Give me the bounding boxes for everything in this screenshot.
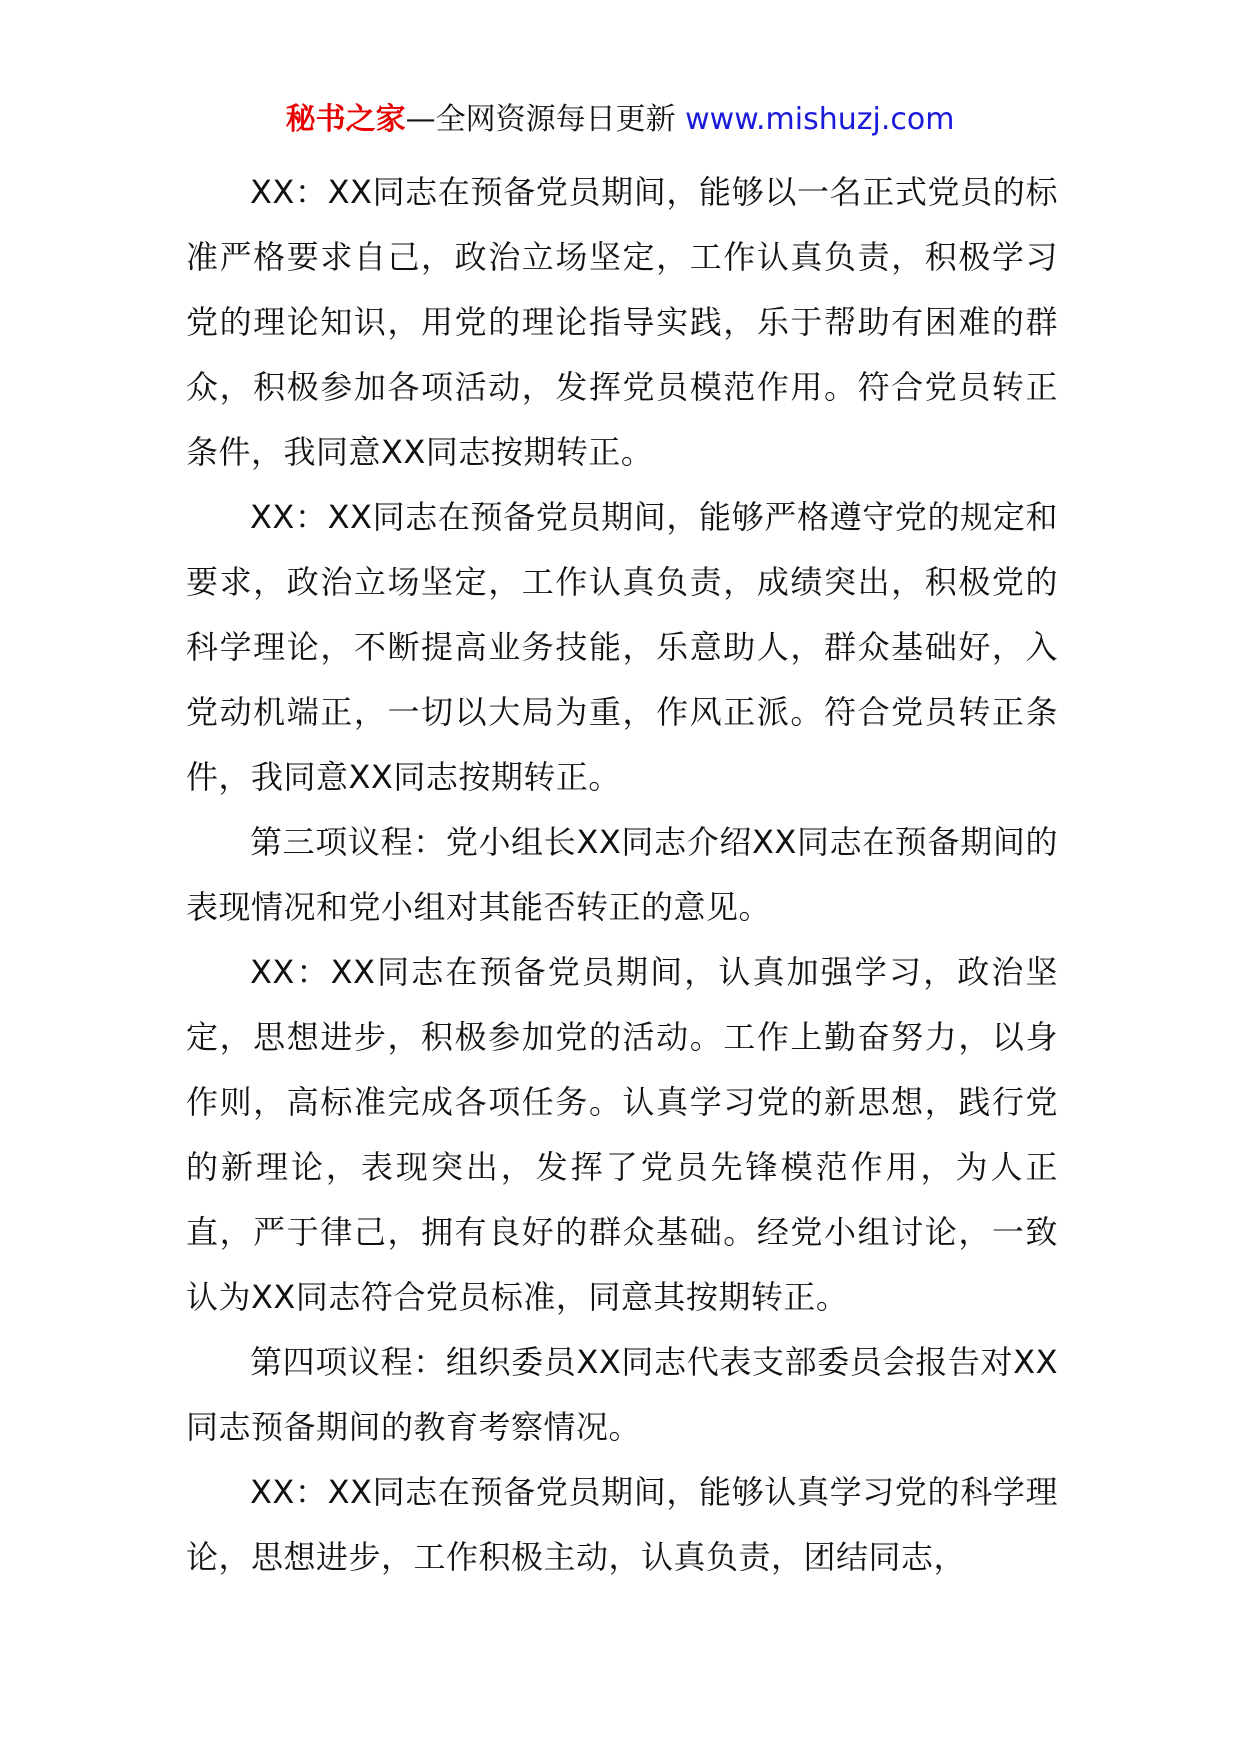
header-url-link[interactable]: www.mishuzj.com — [685, 102, 955, 137]
paragraph-agenda-3: 第三项议程：党小组长XX同志介绍XX同志在预备期间的表现情况和党小组对其能否转正的意见。 — [186, 823, 1058, 926]
paragraph-2: XX：XX同志在预备党员期间，能够严格遵守党的规定和要求，政治立场坚定，工作认真负责，成绩突出，积极党的科学理论，不断提高业务技能，乐意助人，群众基础好，入党动机端正，一切以大局为重，作风正派。符合党员转正条件，我同意XX同志按期转正。 — [186, 498, 1058, 796]
document-body — [186, 160, 1058, 1590]
paragraph-agenda-4: 第四项议程：组织委员XX同志代表支部委员会报告对XX同志预备期间的教育考察情况。 — [186, 1343, 1058, 1446]
page-header — [0, 100, 1240, 140]
paragraph-6: XX：XX同志在预备党员期间，能够认真学习党的科学理论，思想进步，工作积极主动，认真负责，团结同志， — [186, 1473, 1058, 1576]
header-tagline: —全网资源每日更新 — [405, 102, 686, 137]
header-brand: 秘书之家 — [285, 102, 406, 137]
paragraph-1: XX：XX同志在预备党员期间，能够以一名正式党员的标准严格要求自己，政治立场坚定，工作认真负责，积极学习党的理论知识，用党的理论指导实践，乐于帮助有困难的群众，积极参加各项活动，发挥党员模范作用。符合党员转正条件，我同意XX同志按期转正。 — [186, 173, 1058, 471]
paragraph-4: XX：XX同志在预备党员期间，认真加强学习，政治坚定，思想进步，积极参加党的活动。工作上勤奋努力，以身作则，高标准完成各项任务。认真学习党的新思想，践行党的新理论，表现突出，发挥了党员先锋模范作用，为人正直，严于律己，拥有良好的群众基础。经党小组讨论，一致认为XX同志符合党员标准，同意其按期转正。 — [186, 953, 1058, 1316]
